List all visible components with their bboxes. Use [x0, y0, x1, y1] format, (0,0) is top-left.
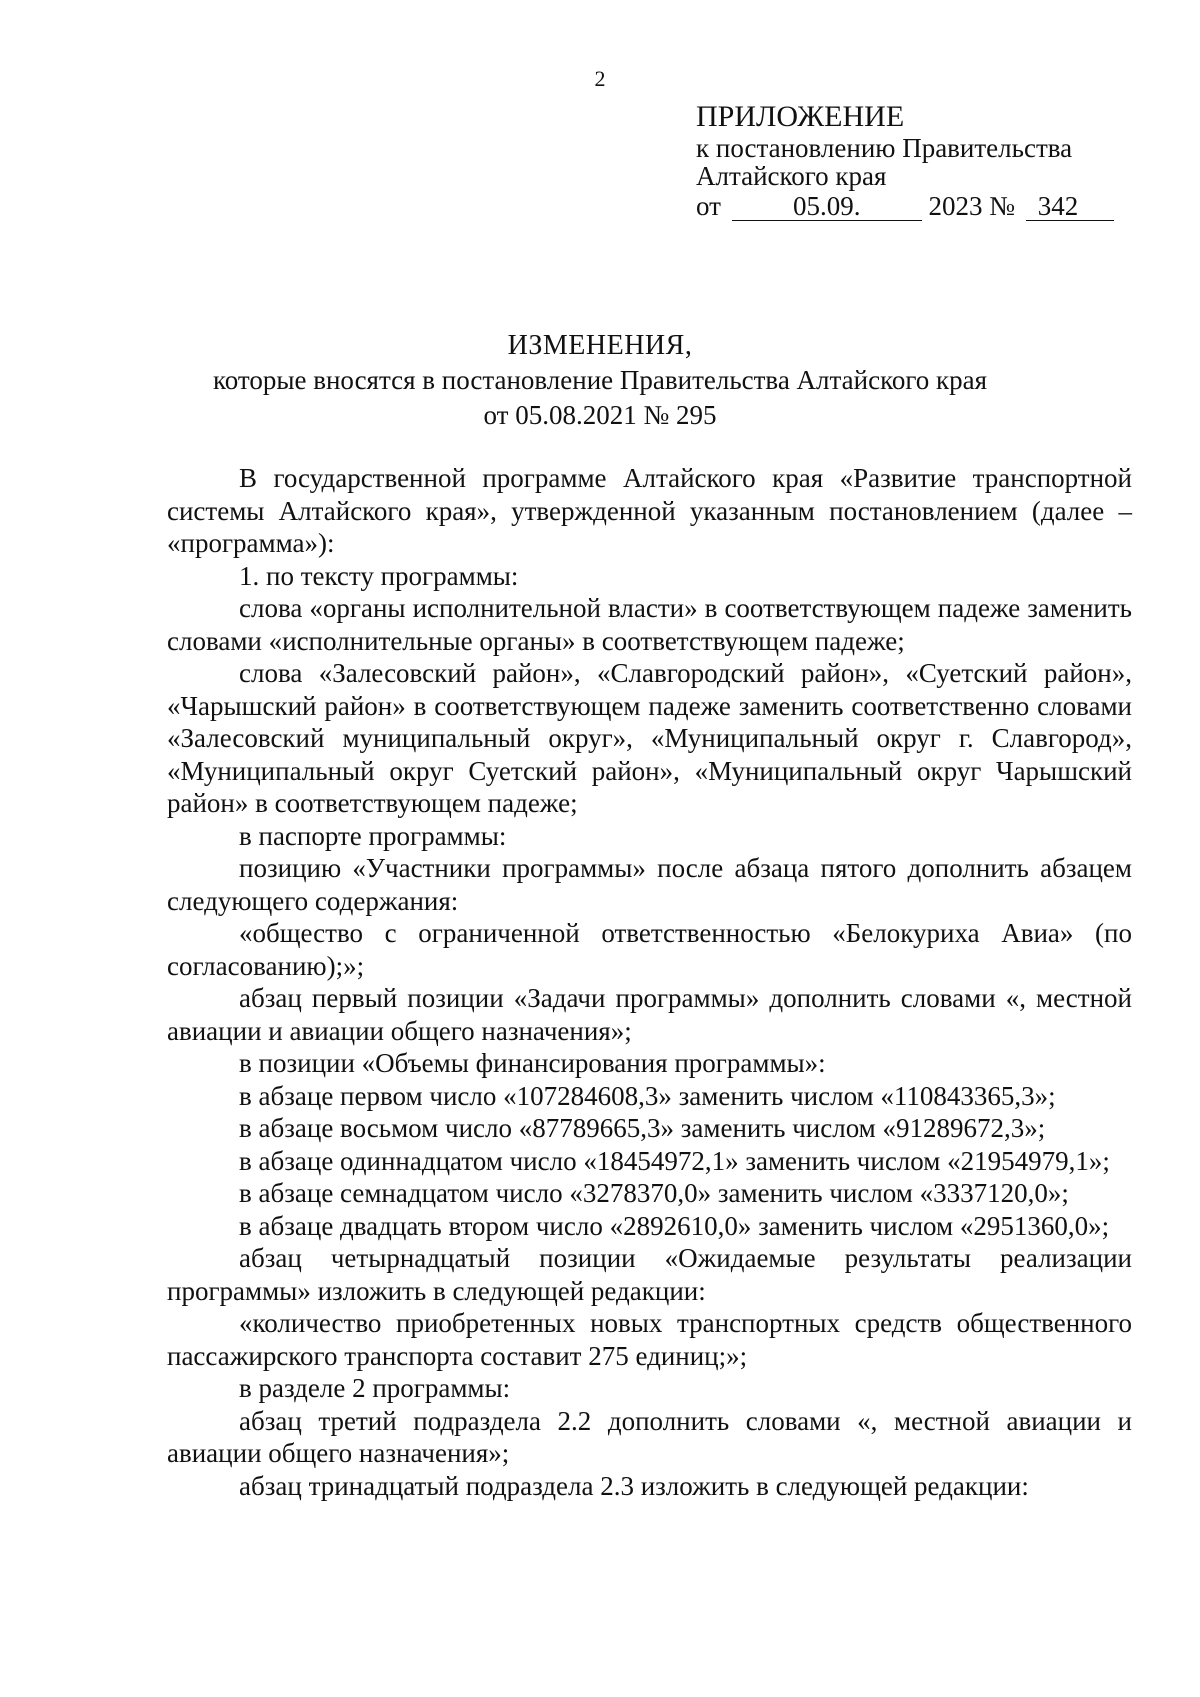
paragraph: абзац третий подраздела 2.2 дополнить словами «, местной авиации и авиации общего назначения»; — [167, 1405, 1132, 1468]
paragraph: в разделе 2 программы: — [239, 1373, 511, 1403]
appendix-title: ПРИЛОЖЕНИЕ — [696, 100, 905, 133]
paragraph: «общество с ограниченной ответственностью «Белокуриха Авиа» (по согласованию);»; — [167, 918, 1132, 981]
date-prefix: от — [696, 191, 721, 221]
document-body — [167, 462, 1132, 1502]
paragraph: позицию «Участники программы» после абзаца пятого дополнить абзацем следующего содержания: — [167, 853, 1132, 916]
paragraph: в абзаце семнадцатом число «3278370,0» заменить числом «3337120,0»; — [239, 1178, 1069, 1208]
paragraph: абзац четырнадцатый позиции «Ожидаемые результаты реализации программы» изложить в следующей редакции: — [167, 1243, 1132, 1306]
paragraph: в абзаце двадцать втором число «2892610,0» заменить числом «2951360,0»; — [239, 1210, 1110, 1241]
page-number: 2 — [594, 66, 606, 91]
paragraph: абзац первый позиции «Задачи программы» дополнить словами «, местной авиации и авиации общего назначения»; — [167, 983, 1132, 1046]
heading-subtitle: которые вносятся в постановление Правительства Алтайского края — [212, 365, 987, 395]
heading-date-line: от 05.08.2021 № 295 — [483, 400, 717, 430]
paragraph: слова «органы исполнительной власти» в соответствующем падеже заменить словами «исполнительные органы» в соответствующем падеже; — [167, 593, 1132, 656]
paragraph: «количество приобретенных новых транспортных средств общественного пассажирского транспорта составит 275 единиц;»; — [167, 1308, 1132, 1371]
paragraph: В государственной программе Алтайского края «Развитие транспортной системы Алтайского края», утвержденной указанным постановлением (далее – «программа»): — [167, 463, 1132, 558]
appendix-date-line — [696, 192, 1166, 221]
paragraph: слова «Залесовский район», «Славгородский район», «Суетский район», «Чарышский район» в соответствующем падеже заменить соответственно словами «Залесовский муниципальный округ», «Муниципальный округ г. Славгород», «Муниципальный округ Суетский район», «Муниципальный округ Чарышский район» в соответствующем падеже; — [167, 658, 1132, 818]
year-number-label: 2023 № — [928, 191, 1015, 221]
paragraph: абзац тринадцатый подраздела 2.3 изложить в следующей редакции: — [239, 1470, 1029, 1501]
paragraph: 1. по тексту программы: — [239, 560, 519, 591]
paragraph: в позиции «Объемы финансирования программы»: — [239, 1048, 826, 1078]
date-value: 05.09. — [732, 192, 922, 221]
paragraph: в абзаце восьмом число «87789665,3» заменить числом «91289672,3»; — [239, 1113, 1046, 1143]
appendix-line-1: к постановлению Правительства — [696, 133, 1073, 163]
heading-title: ИЗМЕНЕНИЯ, — [507, 330, 693, 361]
paragraph: в абзаце первом число «107284608,3» заменить числом «110843365,3»; — [239, 1080, 1056, 1111]
paragraph: в паспорте программы: — [239, 820, 507, 851]
appendix-block — [696, 100, 1166, 221]
number-value: 342 — [1026, 192, 1114, 221]
paragraph: в абзаце одиннадцатом число «18454972,1» заменить числом «21954979,1»; — [239, 1145, 1110, 1176]
document-heading — [0, 328, 1200, 433]
appendix-line-2: Алтайского края — [696, 161, 887, 191]
